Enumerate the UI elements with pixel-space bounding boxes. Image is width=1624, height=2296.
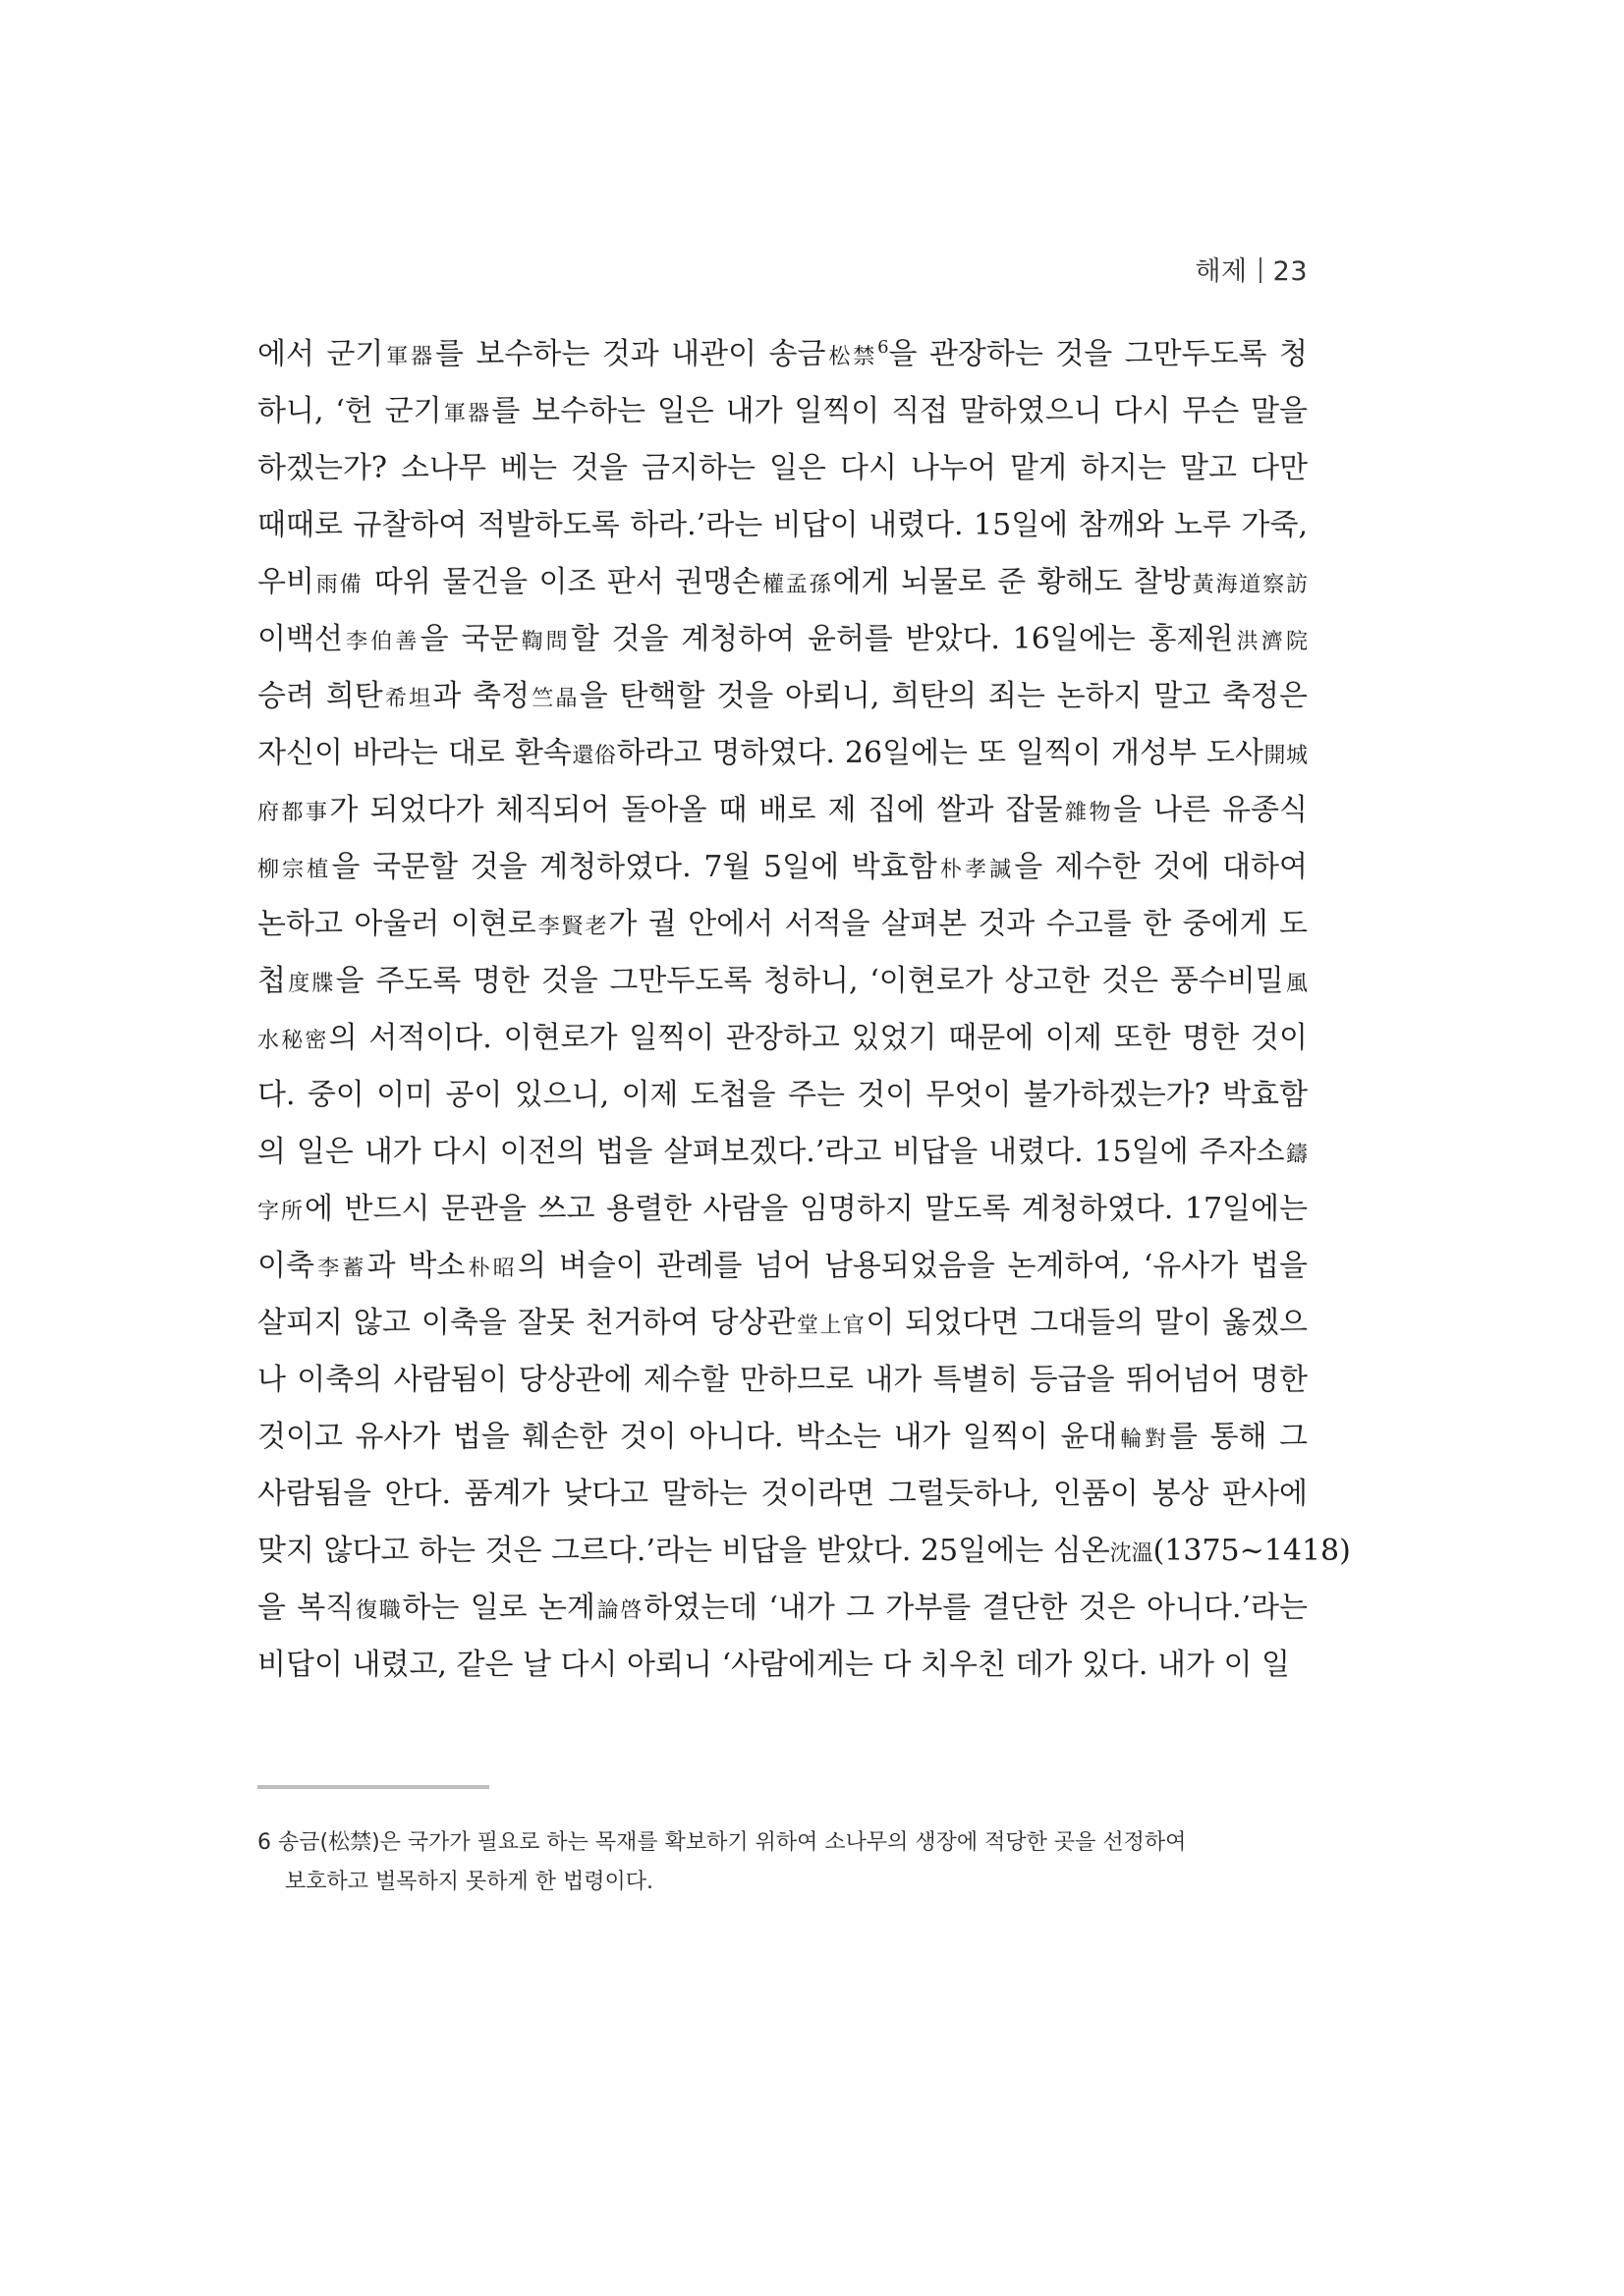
page-number: 23: [1272, 256, 1308, 287]
footnote-ref: 6: [877, 337, 889, 358]
body-line: 논하고 아울러 이현로李賢老가 궐 안에서 서적을 살펴본 것과 수고를 한 중에게 도: [257, 907, 1308, 941]
body-text: [257, 326, 1351, 1694]
body-line: 살피지 않고 이축을 잘못 천거하여 당상관堂上官이 되었다면 그대들의 말이 옳겠으: [257, 1306, 1308, 1340]
body-line: 첩度牒을 주도록 명한 것을 그만두도록 청하니, ‘이현로가 상고한 것은 풍수비밀風: [257, 964, 1308, 998]
footnote-rule: [257, 1785, 489, 1789]
body-line: 나 이축의 사람됨이 당상관에 제수할 만하므로 내가 특별히 등급을 뛰어넘어 명한: [257, 1363, 1308, 1397]
header-divider: [1260, 257, 1261, 283]
body-line: 을 복직復職하는 일로 논계論啓하였는데 ‘내가 그 가부를 결단한 것은 아니다.’라는: [257, 1591, 1308, 1625]
body-line: 사람됨을 안다. 품계가 낮다고 말하는 것이라면 그럴듯하나, 인품이 봉상 판사에: [257, 1477, 1308, 1511]
body-line: 의 일은 내가 다시 이전의 법을 살펴보겠다.’라고 비답을 내렸다. 15일에 주자소鑄: [257, 1135, 1308, 1169]
section-title: 해제: [1195, 256, 1248, 287]
body-line: 승려 희탄希坦과 축정竺晶을 탄핵할 것을 아뢰니, 희탄의 죄는 논하지 말고 축정은: [257, 679, 1308, 713]
body-line: 우비雨備 따위 물건을 이조 판서 권맹손權孟孫에게 뇌물로 준 황해도 찰방黃海道察訪: [257, 565, 1308, 599]
body-line: 것이고 유사가 법을 훼손한 것이 아니다. 박소는 내가 일찍이 윤대輪對를 통해 그: [257, 1420, 1308, 1454]
running-header: [1195, 250, 1308, 288]
body-line: 府都事가 되었다가 체직되어 돌아올 때 배로 제 집에 쌀과 잡물雜物을 나른 유종식: [257, 793, 1308, 827]
footnote-line-1: [257, 1823, 1308, 1863]
body-line: 하겠는가? 소나무 베는 것을 금지하는 일은 다시 나누어 맡게 하지는 말고 다만: [257, 451, 1308, 485]
body-line: 이축李蓄과 박소朴昭의 벼슬이 관례를 넘어 남용되었음을 논계하여, ‘유사가 법을: [257, 1249, 1308, 1283]
footnote: [257, 1823, 1308, 1902]
footnote-line-2: 보호하고 벌목하지 못하게 한 법령이다.: [285, 1870, 653, 1894]
body-line: 때때로 규찰하여 적발하도록 하라.’라는 비답이 내렸다. 15일에 참깨와 노루 가죽,: [257, 508, 1308, 542]
body-line: 柳宗植을 국문할 것을 계청하였다. 7월 5일에 박효함朴孝諴을 제수한 것에 대하여: [257, 850, 1308, 884]
body-line: 水秘密의 서적이다. 이현로가 일찍이 관장하고 있었기 때문에 이제 또한 명한 것이: [257, 1021, 1308, 1055]
body-line: 에서 군기軍器를 보수하는 것과 내관이 송금松禁$^6$을 관장하는 것을 그만두도록 청: [257, 337, 1308, 371]
body-line: 字所에 반드시 문관을 쓰고 용렬한 사람을 임명하지 말도록 계청하였다. 17일에는: [257, 1192, 1308, 1226]
body-line: 맞지 않다고 하는 것은 그르다.’라는 비답을 받았다. 25일에는 심온沈溫(1375~1418): [257, 1534, 1351, 1568]
body-line: 자신이 바라는 대로 환속還俗하라고 명하였다. 26일에는 또 일찍이 개성부 도사開城: [257, 736, 1308, 770]
body-line: 비답이 내렸고, 같은 날 다시 아뢰니 ‘사람에게는 다 치우친 데가 있다. 내가 이 일: [257, 1648, 1290, 1682]
body-line: 하니, ‘헌 군기軍器를 보수하는 일은 내가 일찍이 직접 말하였으니 다시 무슨 말을: [257, 394, 1308, 428]
body-line: 이백선李伯善을 국문鞫問할 것을 계청하여 윤허를 받았다. 16일에는 홍제원洪濟院: [257, 622, 1308, 656]
footnote-number: 6: [257, 1830, 271, 1855]
body-line: 다. 중이 이미 공이 있으니, 이제 도첩을 주는 것이 무엇이 불가하겠는가? 박효함: [257, 1078, 1308, 1112]
footnote-text-1: 송금(松禁)은 국가가 필요로 하는 목재를 확보하기 위하여 소나무의 생장에 적당한 곳을 선정하여: [278, 1830, 1187, 1855]
